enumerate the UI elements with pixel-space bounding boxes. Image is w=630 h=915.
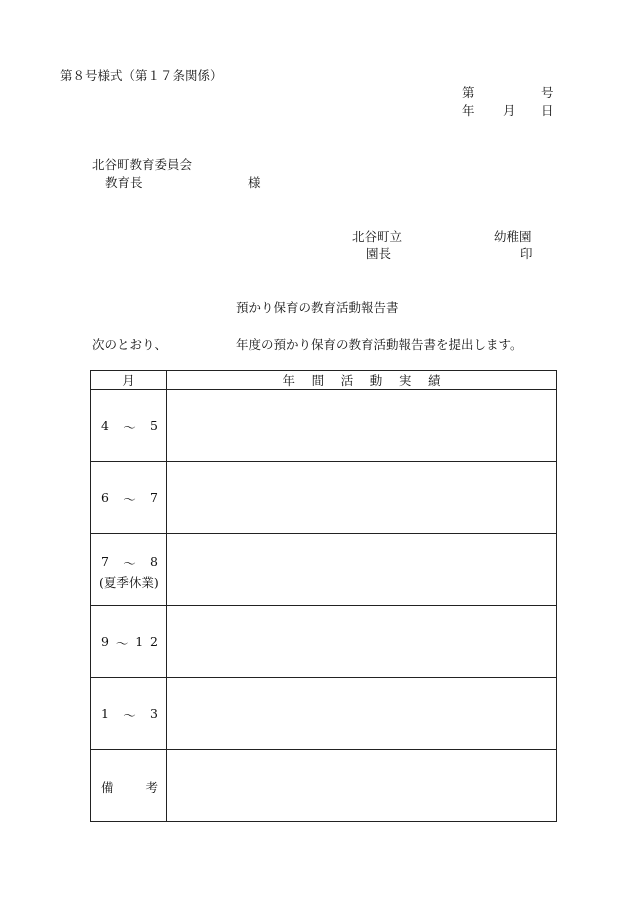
- table-header-row: [91, 371, 557, 390]
- remarks-label-cell: 備 考: [91, 750, 167, 822]
- summer-vacation-note: (夏季休業): [99, 575, 159, 590]
- remarks-cell[interactable]: [167, 750, 557, 822]
- month-cell: 1 ～ 3: [91, 678, 167, 750]
- table-row: [91, 534, 557, 606]
- activity-cell[interactable]: [167, 678, 557, 750]
- month-cell: 6 ～ 7: [91, 462, 167, 534]
- table-row: [91, 462, 557, 534]
- addressee-org: 北谷町教育委員会: [92, 157, 193, 172]
- sender-title: 園長: [366, 246, 392, 261]
- date-month: 月: [503, 103, 516, 118]
- addressee-title: 教育長: [105, 175, 143, 190]
- doc-number-prefix: 第: [462, 85, 475, 100]
- header-month: 月: [91, 371, 167, 390]
- activity-cell[interactable]: [167, 534, 557, 606]
- seal-mark: 印: [520, 246, 533, 261]
- activity-cell[interactable]: [167, 606, 557, 678]
- date-day: 日: [541, 103, 554, 118]
- table-row: [91, 750, 557, 822]
- month-cell: 7 ～ 8 (夏季休業): [91, 534, 167, 606]
- body-lead: 次のとおり、: [92, 337, 168, 352]
- table-row: [91, 678, 557, 750]
- date-year: 年: [462, 103, 475, 118]
- month-cell: 4 ～ 5: [91, 390, 167, 462]
- form-number: 第８号様式（第１７条関係）: [60, 68, 223, 83]
- month-cell: 9 ～ 1 2: [91, 606, 167, 678]
- activity-cell[interactable]: [167, 462, 557, 534]
- addressee-honorific: 様: [248, 175, 261, 190]
- body-text: 年度の預かり保育の教育活動報告書を提出します。: [236, 337, 523, 352]
- sender-school: 幼稚園: [494, 229, 532, 244]
- table-row: [91, 390, 557, 462]
- document-title: 預かり保育の教育活動報告書: [236, 300, 399, 315]
- doc-number-suffix: 号: [541, 85, 554, 100]
- table-row: [91, 606, 557, 678]
- activity-cell[interactable]: [167, 390, 557, 462]
- activity-table: [90, 370, 557, 822]
- header-activity: 年 間 活 動 実 績: [167, 371, 557, 390]
- sender-town: 北谷町立: [352, 229, 403, 244]
